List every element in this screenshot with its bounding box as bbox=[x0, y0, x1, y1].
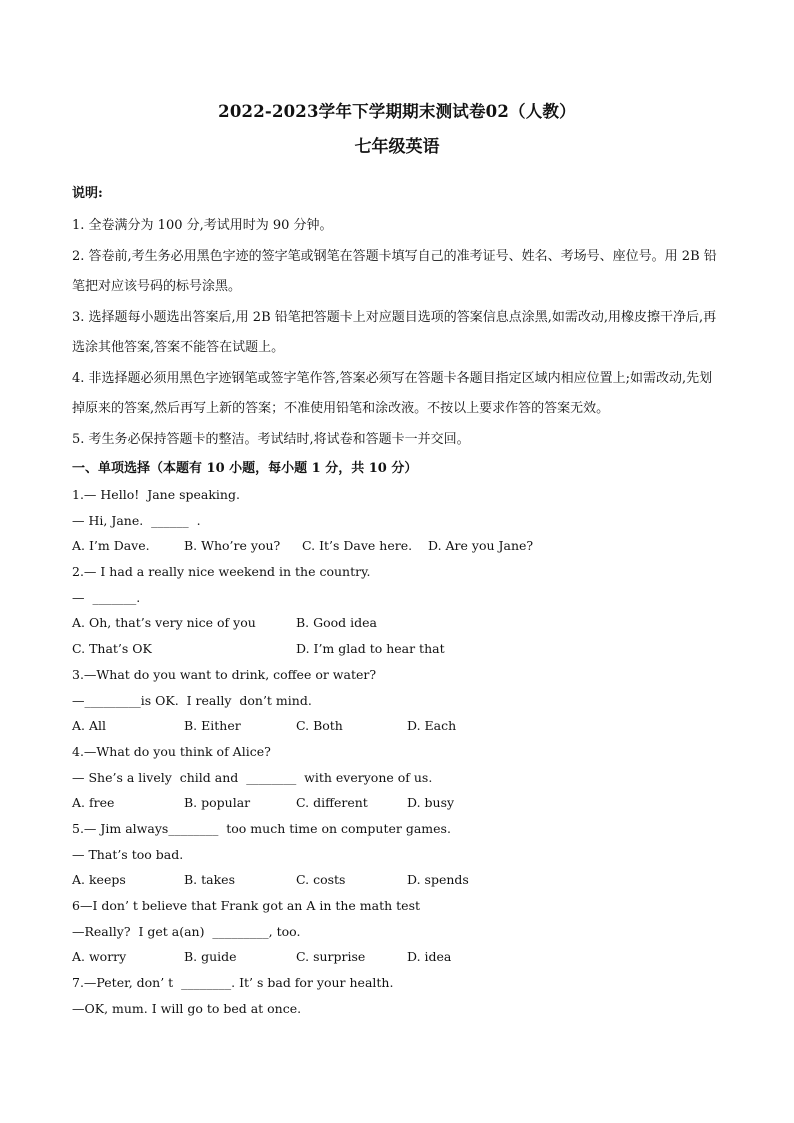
question-line: 3.—What do you want to drink, coffee or water? bbox=[72, 666, 377, 682]
question-line: — That’s too bad. bbox=[72, 846, 184, 862]
option-d: D. I’m glad to hear that bbox=[296, 641, 445, 657]
option-c: C. That’s OK bbox=[72, 641, 152, 657]
option-d: D. Are you Jane? bbox=[428, 538, 534, 554]
page-subtitle: 七年级英语 bbox=[354, 137, 440, 157]
option-a: A. All bbox=[72, 718, 106, 734]
options-row bbox=[72, 790, 732, 816]
instruction-item: 3. 选择题每小题选出答案后,用 2B 铅笔把答题卡上对应题目选项的答案信息点涂黑,如需改动,用橡皮擦干净后,再选涂其他答案,答案不能答在试题上。 bbox=[72, 309, 717, 355]
question-2 bbox=[72, 559, 732, 662]
option-d: D. idea bbox=[407, 949, 452, 965]
option-c: C. different bbox=[296, 795, 368, 811]
question-4 bbox=[72, 739, 732, 816]
question-line: —Really? I get a(an) _________, too. bbox=[72, 923, 301, 939]
option-a: A. keeps bbox=[72, 872, 126, 888]
option-a: A. free bbox=[72, 795, 115, 811]
options-row bbox=[72, 533, 732, 559]
question-line: —OK, mum. I will go to bed at once. bbox=[72, 1000, 302, 1016]
question-line: 6—I don’ t believe that Frank got an A in the math test bbox=[72, 898, 421, 913]
question-line: — Hi, Jane. ______ . bbox=[72, 512, 201, 528]
question-7 bbox=[72, 970, 732, 1021]
options-row bbox=[72, 610, 732, 636]
options-row bbox=[72, 713, 732, 739]
option-b: B. Who’re you? bbox=[184, 538, 281, 554]
option-a: A. I’m Dave. bbox=[72, 538, 150, 554]
option-c: C. It’s Dave here. bbox=[302, 538, 413, 554]
option-b: B. guide bbox=[184, 949, 237, 965]
question-3 bbox=[72, 662, 732, 739]
options-row bbox=[72, 944, 732, 970]
option-a: A. worry bbox=[72, 949, 127, 965]
section-heading: 一、单项选择（本题有 10 小题，每小题 1 分，共 10 分） bbox=[72, 461, 418, 476]
instructions-label: 说明: bbox=[72, 186, 103, 201]
question-1 bbox=[72, 482, 732, 559]
option-d: D. Each bbox=[407, 718, 457, 734]
option-b: B. Good idea bbox=[296, 615, 377, 631]
page-title: 2022-2023学年下学期期末测试卷02（人教） bbox=[218, 102, 576, 121]
instruction-item: 5. 考生务必保持答题卡的整洁。考试结时,将试卷和答题卡一并交回。 bbox=[72, 431, 470, 447]
question-line: 4.—What do you think of Alice? bbox=[72, 743, 271, 759]
option-a: A. Oh, that’s very nice of you bbox=[72, 615, 256, 631]
question-line: 7.—Peter, don’ t ________. It’ s bad for your health. bbox=[72, 975, 394, 991]
option-b: B. Either bbox=[184, 718, 241, 734]
options-row bbox=[72, 867, 732, 893]
option-b: B. takes bbox=[184, 872, 235, 888]
instruction-item: 1. 全卷满分为 100 分,考试用时为 90 分钟。 bbox=[72, 218, 333, 233]
options-row bbox=[72, 636, 732, 662]
instruction-item: 2. 答卷前,考生务必用黑色字迹的签字笔或钢笔在答题卡填写自己的准考证号、姓名、考场号、座位号。用 2B 铅笔把对应该号码的标号涂黑。 bbox=[72, 248, 717, 294]
instructions bbox=[72, 185, 722, 455]
question-6 bbox=[72, 893, 732, 970]
option-c: C. surprise bbox=[296, 949, 366, 965]
question-list bbox=[72, 482, 732, 1021]
option-c: C. costs bbox=[296, 872, 346, 888]
option-d: D. spends bbox=[407, 872, 469, 888]
instruction-item: 4. 非选择题必须用黑色字迹钢笔或签字笔作答,答案必须写在答题卡各题目指定区域内相应位置上;如需改动,先划掉原来的答案,然后再写上新的答案；不准使用铅笔和涂改液。不按以上要求作答的答案无效。 bbox=[72, 370, 713, 416]
question-line: —_________is OK. I really don’t mind. bbox=[72, 692, 312, 708]
question-line: — She’s a lively child and ________ with everyone of us. bbox=[72, 769, 433, 785]
option-b: B. popular bbox=[184, 795, 251, 811]
option-d: D. busy bbox=[407, 795, 455, 811]
question-line: 1.— Hello! Jane speaking. bbox=[72, 487, 240, 502]
question-5 bbox=[72, 816, 732, 893]
question-line: — _______. bbox=[72, 589, 141, 605]
question-line: 2.— I had a really nice weekend in the country. bbox=[72, 564, 371, 580]
question-line: 5.— Jim always________ too much time on computer games. bbox=[72, 820, 451, 836]
option-c: C. Both bbox=[296, 718, 343, 734]
